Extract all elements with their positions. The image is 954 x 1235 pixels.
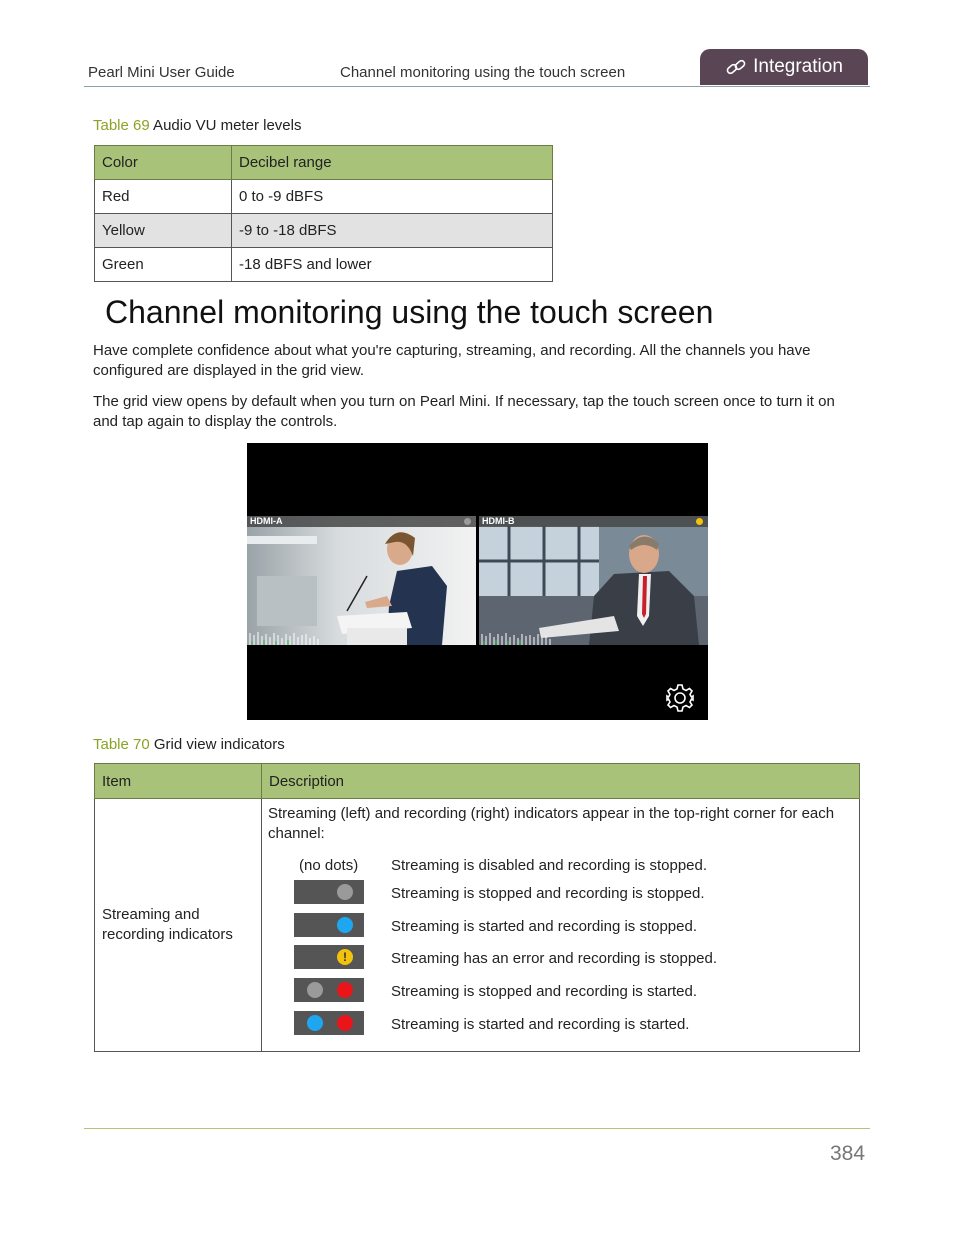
table70-header-description: Description [262,764,860,799]
table70-caption-number: Table 70 [93,736,150,753]
indicator-chip-started-started [294,1011,364,1035]
indicator-description: Streaming is started and recording is stopped. [391,918,697,935]
table69-caption-text: Audio VU meter levels [149,117,302,134]
presenter-image [479,516,708,645]
table-row [95,214,553,248]
indicator-chip-stopped-stopped [294,880,364,904]
channel-b-audio-meter [479,631,708,645]
indicator-chip-error-stopped [294,945,364,969]
channel-b-label: HDMI-B [482,516,515,526]
table69-cell: Green [95,248,232,282]
table69-header-range: Decibel range [232,146,553,180]
red-dot-icon [337,982,353,998]
link-icon [725,56,747,78]
indicator-chip-started-stopped [294,913,364,937]
grid-view-paragraph: The grid view opens by default when you turn on Pearl Mini. If necessary, tap the touch screen once to turn it on and tap again to display the controls. [93,393,835,430]
audio-vu-table [94,145,553,282]
grey-dot-icon [337,884,353,900]
indicators-intro: Streaming (left) and recording (right) indicators appear in the top-right corner for each channel: [268,805,835,842]
table69-cell: 0 to -9 dBFS [232,180,553,214]
indicator-description: Streaming is disabled and recording is stopped. [391,857,708,874]
table69-caption-number: Table 69 [93,117,150,134]
warning-icon: ! [337,949,353,965]
red-dot-icon [337,1015,353,1031]
channel-b-stream-indicator [696,518,703,525]
table69-cell: -9 to -18 dBFS [232,214,553,248]
table69-caption [93,117,301,134]
integration-tab-label: Integration [753,56,843,77]
table69-cell: -18 dBFS and lower [232,248,553,282]
channel-a-audio-meter [247,631,476,645]
channel-b-title-bar [479,516,708,527]
channel-pane-hdmi-a[interactable] [247,516,476,645]
blue-dot-icon [337,917,353,933]
channel-a-stream-indicator [464,518,471,525]
page-number: 384 [830,1142,866,1165]
indicator-description: Streaming has an error and recording is stopped. [391,950,718,967]
table70-caption [93,736,285,753]
footer-divider [84,1128,870,1129]
indicator-description: Streaming is started and recording is started. [391,1016,690,1033]
section-heading: Channel monitoring using the touch screen [105,294,714,330]
channel-a-title-bar [247,516,476,527]
table70-item-text: Streaming and recording indicators [102,906,233,943]
integration-tab[interactable] [700,49,868,85]
intro-paragraph: Have complete confidence about what you're capturing, streaming, and recording. All the channels you have configured are displayed in the grid view. [93,342,811,379]
gear-icon[interactable] [665,683,695,713]
table69-header-color: Color [95,146,232,180]
table-row [95,248,553,282]
no-dots-label: (no dots) [299,857,359,874]
table69-cell: Yellow [95,214,232,248]
channel-pane-hdmi-b[interactable] [479,516,708,645]
indicator-description: Streaming is stopped and recording is started. [391,983,697,1000]
table-row [95,180,553,214]
table70-caption-text: Grid view indicators [149,736,285,753]
blue-dot-icon [307,1015,323,1031]
channel-a-label: HDMI-A [250,516,283,526]
header-divider [84,86,870,87]
speaker-image [247,516,476,645]
grid-view-screenshot [247,443,708,720]
table70-header-item: Item [95,764,262,799]
indicator-description: Streaming is stopped and recording is stopped. [391,885,705,902]
guide-title: Pearl Mini User Guide [88,64,235,81]
table69-cell: Red [95,180,232,214]
table70-item-cell [95,799,262,1052]
indicator-chip-stopped-started [294,978,364,1002]
running-section-title: Channel monitoring using the touch screen [340,64,626,81]
grey-dot-icon [307,982,323,998]
